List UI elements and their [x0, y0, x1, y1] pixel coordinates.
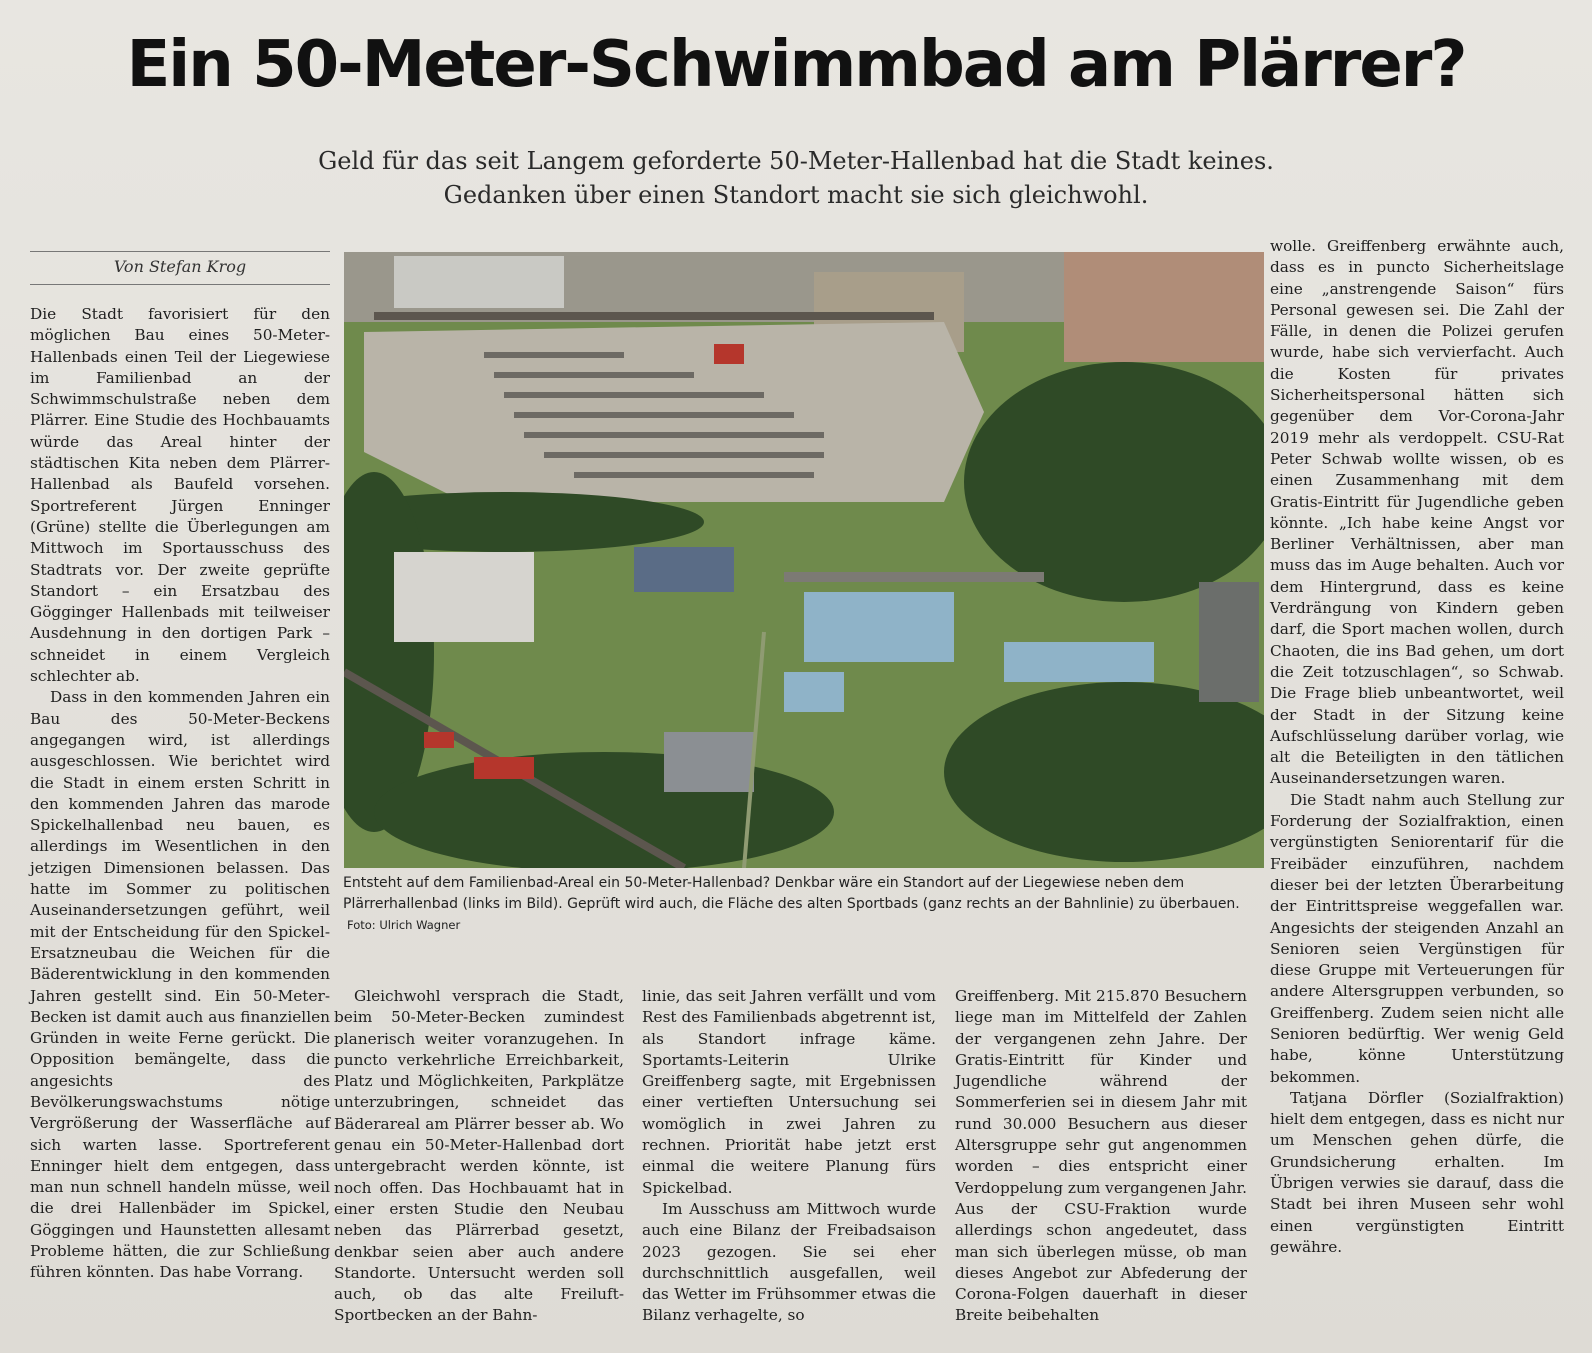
subheadline	[160, 144, 1432, 212]
paragraph: Die Stadt nahm auch Stellung zur Forderung der Sozialfraktion, einen vergünstigten Seniorentarif für die Freibäder einzuführen, nachdem dieser bei der letzten Überarbeitung der Eintrittspreise weggefallen war. Angesichts der steigenden Anzahl an Senioren seien Vergünstigen für diese Gruppe mit Verteuerungen für andere Altersgruppen verbunden, so Greiffenberg. Zudem seien nicht alle Senioren bedürftig. Wer wenig Geld habe, könne Unterstützung bekommen.	[1270, 790, 1564, 1086]
paragraph: Gleichwohl versprach die Stadt, beim 50-Meter-Becken zumindest planerisch weiter voranzugehen. In puncto verkehrliche Erreichbarkeit, Platz und Möglichkeiten, Parkplätze unterzubringen, schneidet das Bäderareal am Plärrer besser ab. Wo genau ein 50-Meter-Hallenbad dort untergebracht werden könnte, ist noch offen. Das Hochbauamt hat in einer ersten Studie den Neubau neben das Plärrerbad gesetzt, denkbar seien aber auch andere Standorte. Untersucht werden soll auch, ob das alte Freiluft-Sportbecken an der Bahn-	[334, 987, 624, 1325]
photo-pool	[784, 672, 844, 712]
photo-railway	[374, 312, 934, 320]
aerial-photo-illustration	[344, 252, 1264, 868]
paragraph: Im Ausschuss am Mittwoch wurde auch eine Bilanz der Freibadsaison 2023 gezogen. Sie sei eher durchschnittlich ausgefallen, weil das Wetter im Frühsommer etwas die Bilanz verhagelte, so	[642, 1199, 936, 1325]
photo-red-roof	[474, 757, 534, 779]
paragraph: linie, das seit Jahren verfällt und vom Rest des Familienbads abgetrennt ist, als Standort infrage käme. Sportamts-Leiterin Ulrike Greiffenberg sagte, mit Ergebnissen einer vertieften Untersuchung sei womöglich in zwei Jahren zu rechnen. Priorität habe jetzt erst einmal die weitere Planung fürs Spickelbad.	[642, 987, 936, 1197]
photo-pool	[804, 592, 954, 662]
paragraph: Tatjana Dörfler (Sozialfraktion) hielt dem entgegen, dass es nicht nur um Menschen gehen dürfe, die Grundsicherung erhalten. Im Übrigen verwies sie darauf, dass die Stadt bei ihren Museen sehr wohl einen vergünstigten Eintritt gewähre.	[1270, 1088, 1564, 1256]
paragraph: wolle. Greiffenberg erwähnte auch, dass es in puncto Sicherheitslage eine „anstrengende Saison“ fürs Personal gewesen sei. Die Zahl der Fälle, in denen die Polizei gerufen wurde, habe sich vervierfacht. Auch die Kosten für privates Sicherheitspersonal hätten sich gegenüber dem Vor-Corona-Jahr 2019 mehr als verdoppelt. CSU-Rat Peter Schwab wollte wissen, ob es einen Zusammenhang mit dem Gratis-Eintritt für Jugendliche geben könnte. „Ich habe keine Angst vor Berliner Verhältnissen, aber man muss das im Auge behalten. Auch vor dem Hintergrund, dass es keine Verdrängung von Kindern geben darf, die Sport machen wollen, durch Chaoten, die ins Bad gehen, um dort die Zeit totzuschlagen“, so Schwab. Die Frage blieb unbeantwortet, weil der Stadt in der Sitzung keine Aufschlüsselung darüber vorlag, wie alt die Beteiligten in den tätlichen Auseinandersetzungen waren.	[1270, 237, 1564, 788]
photo-red-roof	[424, 732, 454, 748]
paragraph: Die Stadt favorisiert für den möglichen Bau eines 50-Meter-Hallenbads einen Teil der Liegewiese im Familienbad an der Schwimmschulstraße neben dem Plärrer. Eine Studie des Hochbauamts würde das Areal hinter der städtischen Kita neben dem Plärrer-Hallenbad als Baufeld vorsehen. Sportreferent Jürgen Enninger (Grüne) stellte die Überlegungen am Mittwoch im Sportausschuss des Stadtrats vor. Der zweite geprüfte Standort – ein Ersatzbau des Gögginger Hallenbads mit teilweiser Ausdehnung in den dortigen Park – schneidet in einem Vergleich schlechter ab.	[30, 305, 330, 686]
photo-building	[664, 732, 754, 792]
article-column-1	[30, 304, 330, 1284]
photo-hallenbad-building	[394, 552, 534, 642]
byline-rule-top	[30, 251, 330, 252]
photo-caption	[343, 873, 1265, 936]
article-column-5	[1270, 236, 1564, 1258]
photo-credit: Foto: Ulrich Wagner	[347, 918, 461, 932]
photo-building	[784, 572, 1044, 582]
article-column-3	[642, 986, 936, 1327]
photo-building	[394, 256, 564, 308]
photo-houses	[1064, 252, 1264, 362]
article-column-2	[334, 986, 624, 1327]
photo-building	[634, 547, 734, 592]
photo-caption-text: Entsteht auf dem Familienbad-Areal ein 50-Meter-Hallenbad? Denkbar wäre ein Standort auf der Liegewiese neben dem Plärrerhallenbad (links im Bild). Geprüft wird auch, die Fläche des alten Sportbads (ganz rechts an der Bahnlinie) zu überbauen.	[343, 875, 1240, 912]
subheadline-line-2: Gedanken über einen Standort macht sie sich gleichwohl.	[443, 181, 1149, 209]
article-column-4	[955, 986, 1247, 1327]
photo-pool	[1004, 642, 1154, 682]
subheadline-line-1: Geld für das seit Langem geforderte 50-Meter-Hallenbad hat die Stadt keines.	[318, 147, 1274, 175]
headline: Ein 50-Meter-Schwimmbad am Plärrer?	[126, 28, 1466, 102]
photo-tree-belt	[374, 752, 834, 868]
paragraph: Greiffenberg. Mit 215.870 Besuchern liege man im Mittelfeld der Zahlen der vergangenen zehn Jahre. Der Gratis-Eintritt für Kinder und Jugendliche während der Sommerferien sei in diesem Jahr mit rund 30.000 Besuchern aus dieser Altersgruppe sehr gut angenommen worden – dies entspricht einer Verdoppelung zum vergangenen Jahr. Aus der CSU-Fraktion wurde allerdings schon angedeutet, dass man sich überlegen müsse, ob man dieses Angebot zur Abfederung der Corona-Folgen dauerhaft in dieser Breite beibehalten	[955, 987, 1248, 1325]
photo-red-tent	[714, 344, 744, 364]
byline: Von Stefan Krog	[113, 257, 247, 276]
paragraph: Dass in den kommenden Jahren ein Bau des 50-Meter-Beckens angegangen wird, ist allerdings ausgeschlossen. Wie berichtet wird die Stadt in einem ersten Schritt in den kommenden Jahren das marode Spickelhallenbad neu bauen, es allerdings im Wesentlichen in den jetzigen Dimensionen belassen. Das hatte im Sommer zu politischen Auseinandersetzungen geführt, weil mit der Entscheidung für den Spickel-Ersatzneubau die Weichen für die Bäderentwicklung in den kommenden Jahren gestellt sind. Ein 50-Meter-Becken ist damit auch aus finanziellen Gründen in weite Ferne gerückt. Die Opposition bemängelte, dass die angesichts des Bevölkerungswachstums nötige Vergrößerung der Wasserfläche auf sich warten lasse. Sportreferent Enninger hielt dem entgegen, dass man nun schnell handeln müsse, weil die drei Hallenbäder im Spickel, Göggingen und Haunstetten allesamt Probleme hätten, die zur Schließung führen könnten. Das habe Vorrang.	[30, 688, 330, 1282]
byline-rule-bottom	[30, 284, 330, 285]
photo-sportbad	[1199, 582, 1259, 702]
aerial-photo	[344, 252, 1264, 868]
